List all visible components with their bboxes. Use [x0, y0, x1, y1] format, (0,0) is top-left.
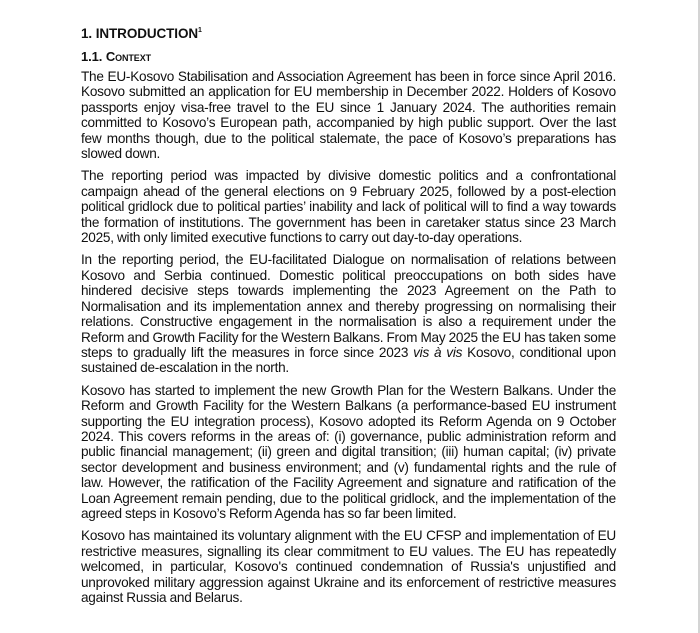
document-page — [81, 25, 616, 612]
section-number: 1. — [81, 26, 93, 41]
paragraph-growth-plan: Kosovo has started to implement the new Growth Plan for the Western Balkans. Under the Reform and Growth Facility for the Western Balkans (a performance-based EU instrument supporting the EU integration process), Kosovo adopted its Reform Agenda on 9 October 2024. This covers reforms in the areas of: (i) governance, public administration reform and public financial management; (ii) green and digital transition; (iii) human capital; (iv) private sector development and business environment; and (v) fundamental rights and the rule of law. However, the ratification of the Facility Agreement and signature and ratification of the Loan Agreement remain pending, due to the political gridlock, and the implementation of the agreed steps in Kosovo’s Reform Agenda has so far been limited. — [81, 382, 616, 521]
section-title: INTRODUCTION — [95, 26, 199, 41]
paragraph-reporting-period-politics: The reporting period was impacted by divisive domestic politics and a confrontational campaign ahead of the general elections on 9 February 2025, followed by a post-election political gridlock due to political parties’ inability and lack of political will to find a way towards the formation of institutions. The government has been in caretaker status since 23 March 2025, with only limited executive functions to carry out day-to-day operations. — [81, 168, 616, 246]
paragraph-saa-context: The EU-Kosovo Stabilisation and Association Agreement has been in force since April 2016. Kosovo submitted an application for EU membership in December 2022. Holders of Kosovo passports enjoy visa-free travel to the EU since 1 January 2024. The authorities remain committed to Kosovo’s European path, accompanied by high public support. Over the last few months though, due to the political stalemate, the pace of Kosovo’s preparations has slowed down. — [81, 69, 616, 162]
paragraph-text: Kosovo, conditional upon sustained de-escalation in the north. — [81, 344, 616, 376]
paragraph-dialogue-normalisation — [81, 252, 616, 375]
subsection-title: Context — [105, 49, 152, 64]
paragraph-text: In the reporting period, the EU-facilitated Dialogue on normalisation of relations between Kosovo and Serbia continued. Domestic political preoccupations on both sides have hindered decisive steps towards implementing the 2023 Agreement on the Path to Normalisation and its implementation annex and thereby progressing on normalising their relations. Constructive engagement in the normalisation is also a requirement under the Reform and Growth Facility for the Western Balkans. From May 2025 the EU has taken some steps to gradually lift the measures in force since 2023 — [81, 252, 616, 360]
subsection-number: 1.1. — [81, 49, 103, 64]
paragraph-cfsp-alignment: Kosovo has maintained its voluntary alignment with the EU CFSP and implementation of EU restrictive measures, signalling its clear commitment to EU values. The EU has repeatedly welcomed, in particular, Kosovo's continued condemnation of Russia's unjustified and unprovoked military aggression against Ukraine and its enforcement of restrictive measures against Russia and Belarus. — [81, 528, 616, 605]
section-heading — [81, 25, 616, 43]
subsection-heading — [81, 48, 616, 66]
footnote-reference[interactable]: 1 — [198, 27, 202, 34]
italic-phrase: vis à vis — [413, 344, 463, 360]
